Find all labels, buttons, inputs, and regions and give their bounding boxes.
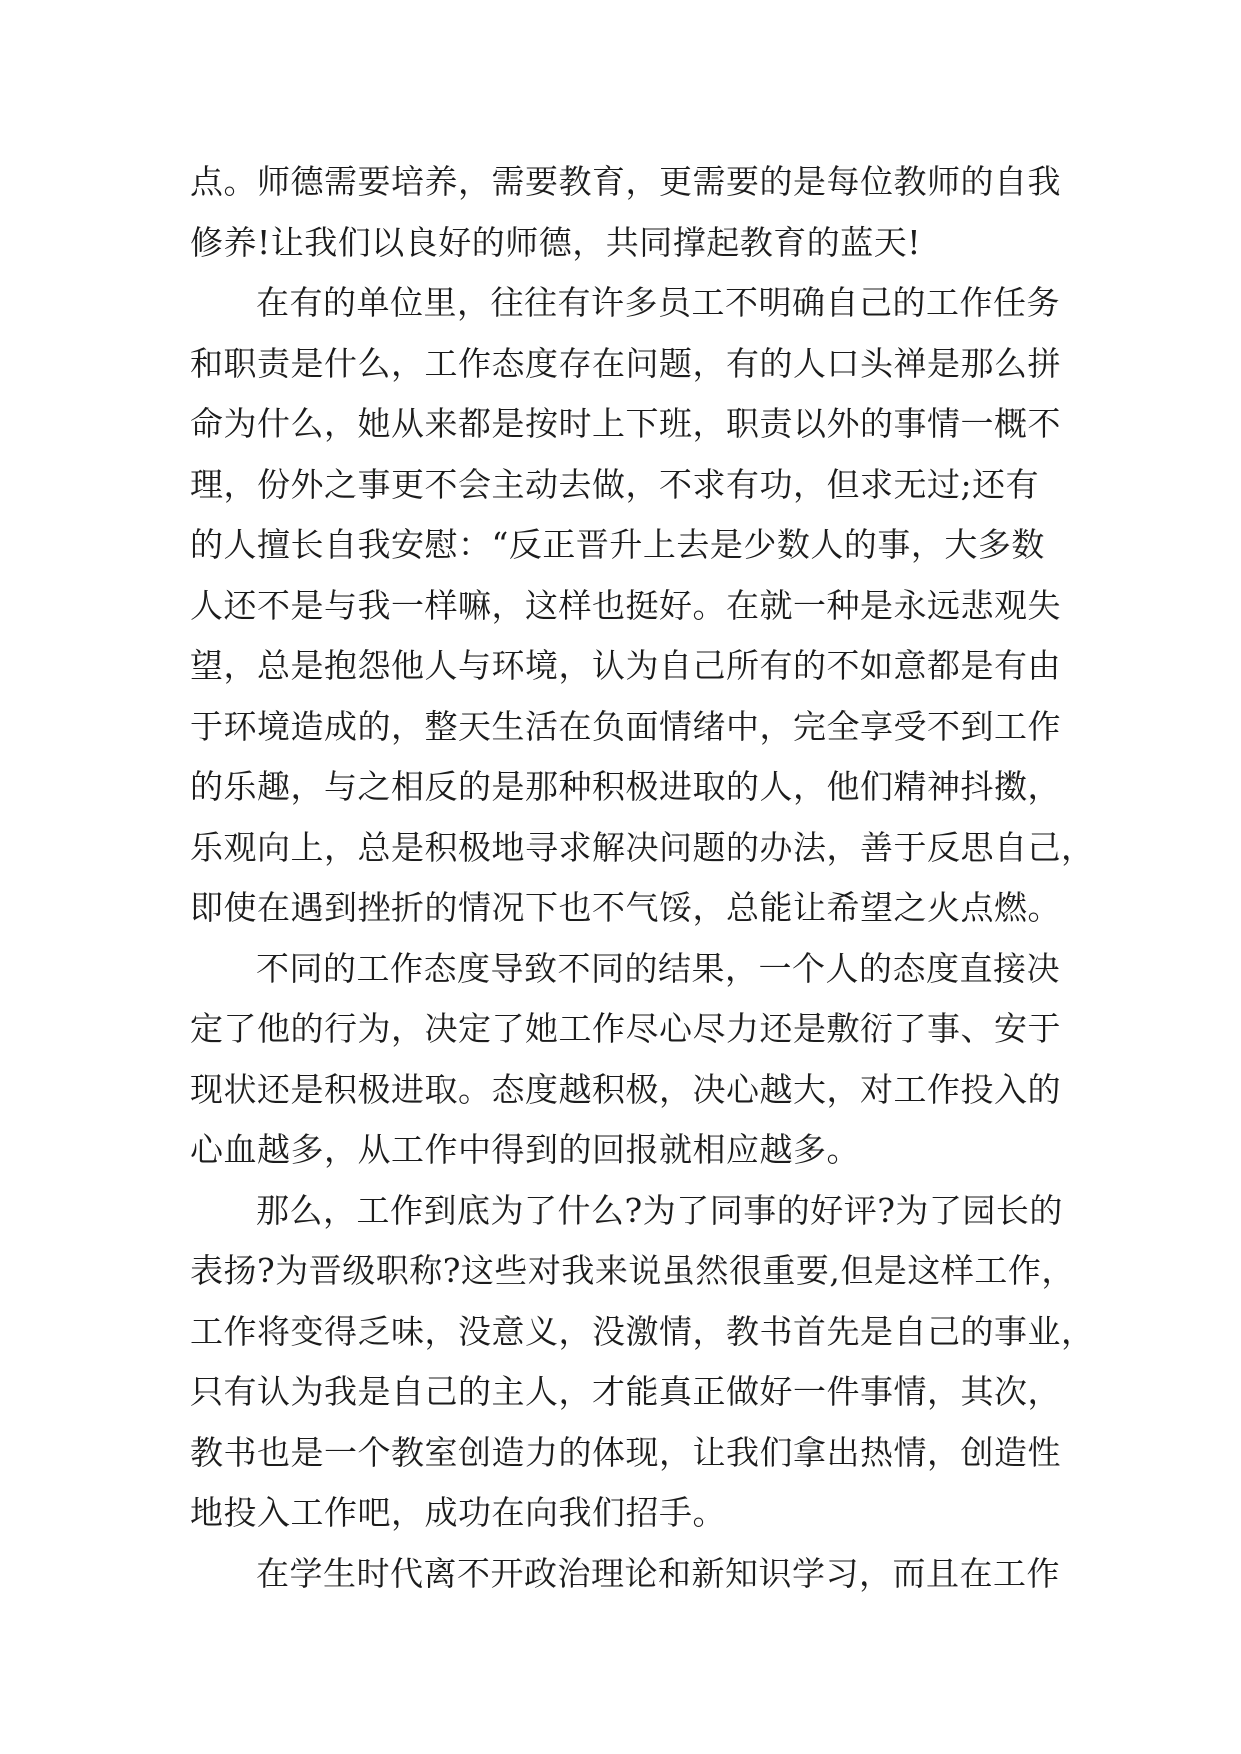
text-line: 望，总是抱怨他人与环境，认为自己所有的不如意都是有由 xyxy=(190,646,1061,685)
text-line: 工作将变得乏味，没意义，没激情，教书首先是自己的事业， xyxy=(190,1311,1095,1351)
text-line: 即使在遇到挫折的情况下也不气馁，总能让希望之火点燃。 xyxy=(190,888,1061,927)
text-line: 定了他的行为，决定了她工作尽心尽力还是敷衍了事、安于 xyxy=(190,1009,1061,1048)
text-line: 的乐趣，与之相反的是那种积极进取的人，他们精神抖擞， xyxy=(190,767,1061,806)
text-line: 乐观向上，总是积极地寻求解决问题的办法，善于反思自己， xyxy=(190,827,1095,867)
text-line: 人还不是与我一样嘛，这样也挺好。在就一种是永远悲观失 xyxy=(190,585,1061,625)
paragraph-first-line: 在有的单位里，往往有许多员工不明确自己的工作任务 xyxy=(256,283,1060,322)
document-body xyxy=(190,152,1095,1604)
text-line: 的人擅长自我安慰：“反正晋升上去是少数人的事，大多数 xyxy=(190,525,1045,564)
text-line: 命为什么，她从来都是按时上下班，职责以外的事情一概不 xyxy=(190,404,1061,443)
text-line: 教书也是一个教室创造力的体现，让我们拿出热情，创造性 xyxy=(190,1432,1061,1472)
text-line: 现状还是积极进取。态度越积极，决心越大，对工作投入的 xyxy=(190,1069,1061,1109)
paragraph-first-line: 在学生时代离不开政治理论和新知识学习，而且在工作 xyxy=(256,1553,1060,1593)
paragraph-first-line: 不同的工作态度导致不同的结果，一个人的态度直接决 xyxy=(256,948,1060,988)
text-line: 表扬?为晋级职称?这些对我来说虽然很重要,但是这样工作， xyxy=(190,1251,1075,1290)
text-line: 和职责是什么，工作态度存在问题，有的人口头禅是那么拼 xyxy=(190,343,1061,383)
paragraph-first-line: 那么，工作到底为了什么?为了同事的好评?为了园长的 xyxy=(256,1190,1063,1230)
text-line: 心血越多，从工作中得到的回报就相应越多。 xyxy=(190,1130,860,1169)
text-line: 理，份外之事更不会主动去做，不求有功，但求无过;还有 xyxy=(190,464,1040,504)
text-line: 点。师德需要培养，需要教育，更需要的是每位教师的自我 xyxy=(190,162,1061,201)
text-line: 修养!让我们以良好的师德，共同撑起教育的蓝天! xyxy=(190,222,922,262)
text-line: 只有认为我是自己的主人，才能真正做好一件事情，其次， xyxy=(190,1372,1061,1411)
text-line: 于环境造成的，整天生活在负面情绪中，完全享受不到工作 xyxy=(190,706,1061,746)
text-line: 地投入工作吧，成功在向我们招手。 xyxy=(190,1493,726,1532)
